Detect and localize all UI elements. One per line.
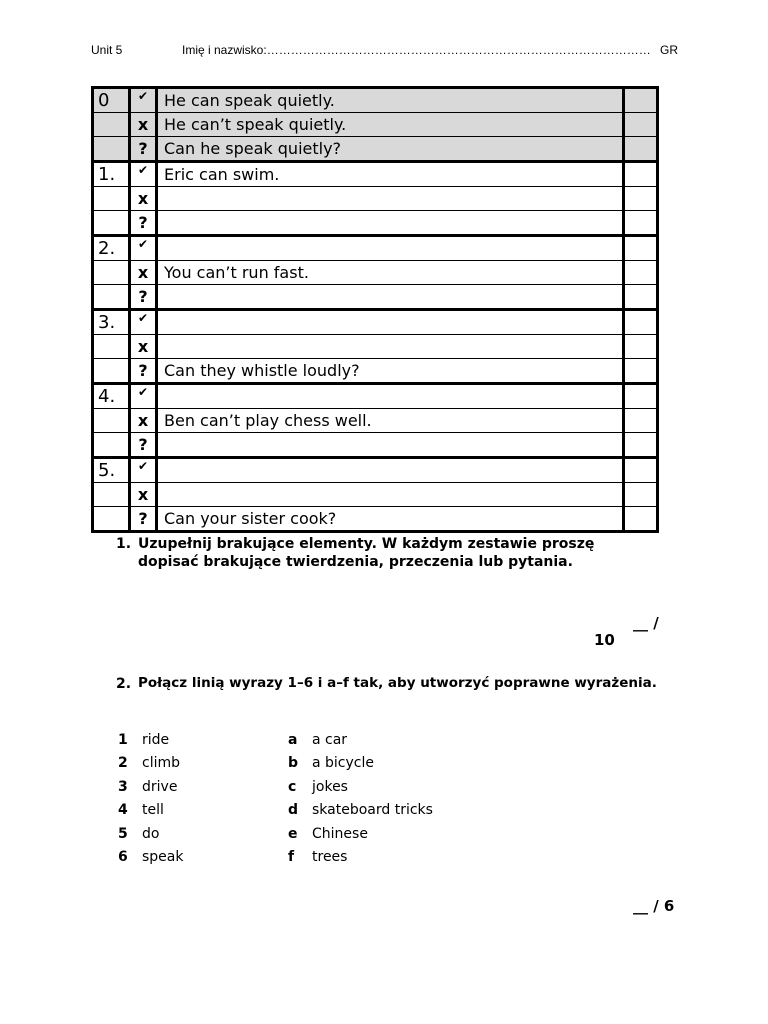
match-word: do: [142, 825, 160, 842]
question-icon: ?: [130, 285, 157, 310]
set-number-empty: [93, 113, 130, 137]
mark-cell: [624, 113, 658, 137]
set-number: 2.: [93, 236, 130, 261]
sentence-row: [93, 88, 658, 113]
sentence-field[interactable]: [157, 458, 624, 483]
set-number-empty: [93, 359, 130, 384]
question-icon: ?: [130, 507, 157, 532]
set-number-empty: [93, 285, 130, 310]
exercise-2-instruction-text: Połącz linią wyrazy 1–6 i a–f tak, aby utworzyć poprawne wyrażenia.: [138, 675, 657, 691]
sentence-row: [93, 162, 658, 187]
set-number-empty: [93, 261, 130, 285]
unit-label: Unit 5: [91, 43, 123, 57]
question-icon: ?: [130, 433, 157, 458]
match-word: trees: [312, 849, 348, 865]
match-key: b: [288, 755, 299, 772]
sentence-field[interactable]: [157, 187, 624, 211]
sentence-field[interactable]: [157, 310, 624, 335]
exercise-1-score-max: 10: [594, 631, 615, 649]
match-word: Chinese: [312, 825, 368, 842]
sentence-row: [93, 384, 658, 409]
sentence-field[interactable]: Can your sister cook?: [157, 507, 624, 532]
set-number-empty: [93, 137, 130, 162]
sentence-field[interactable]: [157, 335, 624, 359]
match-key: d: [288, 802, 299, 819]
set-number: 0: [93, 88, 130, 113]
match-key: a: [288, 732, 298, 748]
sentence-row: [93, 187, 658, 211]
match-key: 4: [118, 802, 128, 819]
mark-cell: [624, 88, 658, 113]
set-number-empty: [93, 409, 130, 433]
set-number-empty: [93, 187, 130, 211]
sentence-row: [93, 211, 658, 236]
affirmative-icon: ✔: [130, 310, 157, 335]
match-word: ride: [142, 732, 170, 748]
set-number: 5.: [93, 458, 130, 483]
match-key: 3: [118, 778, 128, 795]
sentence-row: [93, 236, 658, 261]
set-number-empty: [93, 507, 130, 532]
exercise-1-score-blank: __ /: [633, 614, 659, 632]
match-key: 5: [118, 825, 128, 842]
mark-cell: [624, 310, 658, 335]
sentence-row: [93, 310, 658, 335]
mark-cell: [624, 507, 658, 532]
mark-cell: [624, 261, 658, 285]
sentence-field[interactable]: Can he speak quietly?: [157, 137, 624, 162]
sentence-row: [93, 285, 658, 310]
exercise-1-number: 1.: [116, 536, 132, 552]
sentence-field[interactable]: Can they whistle loudly?: [157, 359, 624, 384]
mark-cell: [624, 187, 658, 211]
match-word: a car: [312, 732, 348, 748]
sentence-row: [93, 507, 658, 532]
match-word: skateboard tricks: [312, 802, 433, 819]
mark-cell: [624, 137, 658, 162]
exercise-2-score: __ / 6: [633, 897, 675, 915]
sentence-row: [93, 113, 658, 137]
sentence-field[interactable]: [157, 483, 624, 507]
mark-cell: [624, 458, 658, 483]
sentence-row: [93, 261, 658, 285]
sentence-field[interactable]: [157, 384, 624, 409]
mark-cell: [624, 433, 658, 458]
match-word: climb: [142, 755, 181, 772]
match-word: jokes: [312, 778, 348, 795]
sentence-field[interactable]: He can’t speak quietly.: [157, 113, 624, 137]
question-icon: ?: [130, 359, 157, 384]
affirmative-icon: ✔: [130, 88, 157, 113]
negative-icon: x: [130, 261, 157, 285]
match-word: speak: [142, 849, 184, 865]
mark-cell: [624, 359, 658, 384]
sentence-row: [93, 458, 658, 483]
exercise-1-instruction-text: Uzupełnij brakujące elementy. W każdym zestawie proszę dopisać brakujące twierdzenia, przeczenia lub pytania.: [138, 536, 595, 570]
negative-icon: x: [130, 187, 157, 211]
set-number-empty: [93, 483, 130, 507]
set-number-empty: [93, 433, 130, 458]
group-label: GR: [660, 43, 678, 57]
mark-cell: [624, 162, 658, 187]
set-number: 1.: [93, 162, 130, 187]
affirmative-icon: ✔: [130, 162, 157, 187]
name-field-label: Imię i nazwisko:……………………………………………………………………………………: [182, 43, 651, 57]
set-number: 3.: [93, 310, 130, 335]
sentence-row: [93, 137, 658, 162]
sentence-field[interactable]: Eric can swim.: [157, 162, 624, 187]
sentence-row: [93, 483, 658, 507]
sentence-field[interactable]: He can speak quietly.: [157, 88, 624, 113]
question-icon: ?: [130, 137, 157, 162]
sentence-field[interactable]: Ben can’t play chess well.: [157, 409, 624, 433]
mark-cell: [624, 409, 658, 433]
sentence-field[interactable]: [157, 211, 624, 236]
match-key: 6: [118, 849, 128, 865]
sentence-table: [91, 86, 659, 533]
mark-cell: [624, 483, 658, 507]
sentence-field[interactable]: [157, 236, 624, 261]
affirmative-icon: ✔: [130, 384, 157, 409]
match-word: tell: [142, 802, 164, 819]
match-key: c: [288, 778, 297, 795]
match-key: f: [288, 849, 295, 865]
set-number: 4.: [93, 384, 130, 409]
mark-cell: [624, 211, 658, 236]
affirmative-icon: ✔: [130, 236, 157, 261]
negative-icon: x: [130, 335, 157, 359]
mark-cell: [624, 236, 658, 261]
sentence-field[interactable]: [157, 433, 624, 458]
negative-icon: x: [130, 409, 157, 433]
match-key: e: [288, 825, 298, 842]
mark-cell: [624, 335, 658, 359]
match-word: drive: [142, 778, 178, 795]
sentence-row: [93, 409, 658, 433]
set-number-empty: [93, 335, 130, 359]
match-key: 2: [118, 755, 128, 772]
mark-cell: [624, 285, 658, 310]
exercise-2-number: 2.: [116, 676, 132, 692]
question-icon: ?: [130, 211, 157, 236]
sentence-field[interactable]: [157, 285, 624, 310]
set-number-empty: [93, 211, 130, 236]
negative-icon: x: [130, 483, 157, 507]
mark-cell: [624, 384, 658, 409]
sentence-field[interactable]: You can’t run fast.: [157, 261, 624, 285]
match-word: a bicycle: [312, 755, 374, 772]
sentence-row: [93, 359, 658, 384]
affirmative-icon: ✔: [130, 458, 157, 483]
sentence-row: [93, 433, 658, 458]
match-key: 1: [118, 732, 128, 748]
sentence-row: [93, 335, 658, 359]
negative-icon: x: [130, 113, 157, 137]
